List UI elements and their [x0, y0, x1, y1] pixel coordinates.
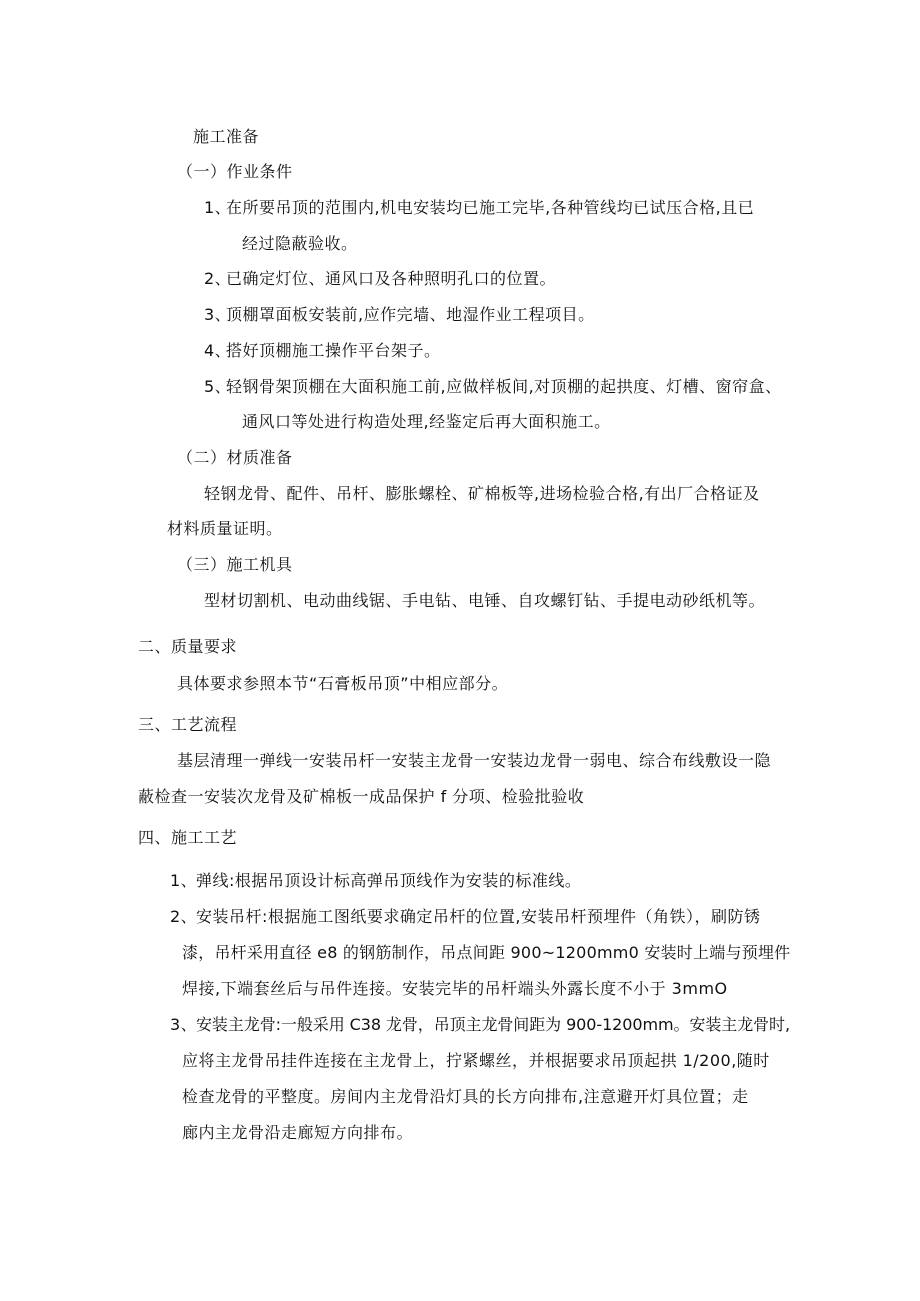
paragraph-line: 蔽检查一安装次龙骨及矿棉板一成品保护 f 分项、检验批验收 — [138, 787, 585, 806]
paragraph-line: 基层清理一弹线一安装吊杆一安装主龙骨一安装边龙骨一弱电、综合布线敷设一隐 — [177, 751, 772, 770]
list-item-text: 已确定灯位、通风口及各种照明孔口的位置。 — [226, 269, 557, 288]
list-item-text: 廊内主龙骨沿走廊短方向排布。 — [182, 1123, 414, 1142]
list-item-number: 2、 — [170, 907, 198, 926]
list-item-text: 通风口等处进行构造处理,经鉴定后再大面积施工。 — [242, 412, 611, 431]
list-item-text: 顶棚罩面板安装前,应作完墙、地湿作业工程项目。 — [226, 305, 595, 324]
list-item-text: 搭好顶棚施工操作平台架子。 — [226, 341, 441, 360]
list-item-number: 4、 — [204, 341, 232, 360]
paragraph-line: 材料质量证明。 — [167, 519, 283, 538]
list-item-text: 在所要吊顶的范围内,机电安装均已施工完毕,各种管线均已试压合格,且已 — [226, 198, 755, 217]
list-item-text: 安装主龙骨:一般采用 C38 龙骨，吊顶主龙骨间距为 900-1200mm。安装主龙骨时, — [196, 1015, 790, 1034]
list-item-text: 应将主龙骨吊挂件连接在主龙骨上，拧紧螺丝，并根据要求吊顶起拱 1/200,随时 — [182, 1051, 770, 1070]
list-item-number: 3、 — [204, 305, 232, 324]
list-item-number: 1、 — [204, 198, 232, 217]
list-item-number: 1、 — [170, 871, 198, 890]
section2-heading: 二、质量要求 — [138, 637, 238, 656]
list-item-number: 5、 — [204, 377, 232, 396]
sub1-heading: （一）作业条件 — [177, 162, 293, 181]
list-item-text: 检查龙骨的平整度。房间内主龙骨沿灯具的长方向排布,注意避开灯具位置；走 — [182, 1087, 749, 1106]
list-item-text: 弹线:根据吊顶设计标高弹吊顶线作为安装的标准线。 — [196, 871, 582, 890]
section3-heading: 三、工艺流程 — [138, 715, 238, 734]
sub3-heading: （三）施工机具 — [177, 555, 293, 574]
paragraph-line: 轻钢龙骨、配件、吊杆、膨胀螺栓、矿棉板等,进场检验合格,有出厂合格证及 — [204, 484, 760, 503]
list-item-text: 焊接,下端套丝后与吊件连接。安装完毕的吊杆端头外露长度不小于 3mmO — [182, 979, 728, 998]
section1-title: 施工准备 — [193, 127, 260, 146]
paragraph-line: 型材切割机、电动曲线锯、手电钻、电锤、自攻螺钉钻、手提电动砂纸机等。 — [204, 591, 766, 610]
list-item-text: 安装吊杆:根据施工图纸要求确定吊杆的位置,安装吊杆预埋件（角铁），刷防锈 — [196, 907, 761, 926]
section4-heading: 四、施工工艺 — [138, 828, 238, 847]
list-item-number: 2、 — [204, 269, 232, 288]
list-item-text: 轻钢骨架顶棚在大面积施工前,应做样板间,对顶棚的起拱度、灯槽、窗帘盒、 — [226, 377, 782, 396]
list-item-text: 漆，吊杆采用直径 e8 的钢筋制作，吊点间距 900~1200mm0 安装时上端与预埋件 — [182, 943, 791, 962]
list-item-number: 3、 — [170, 1015, 198, 1034]
paragraph-line: 具体要求参照本节“石膏板吊顶”中相应部分。 — [177, 674, 509, 693]
sub2-heading: （二）材质准备 — [177, 448, 293, 467]
list-item-text: 经过隐蔽验收。 — [242, 234, 358, 253]
